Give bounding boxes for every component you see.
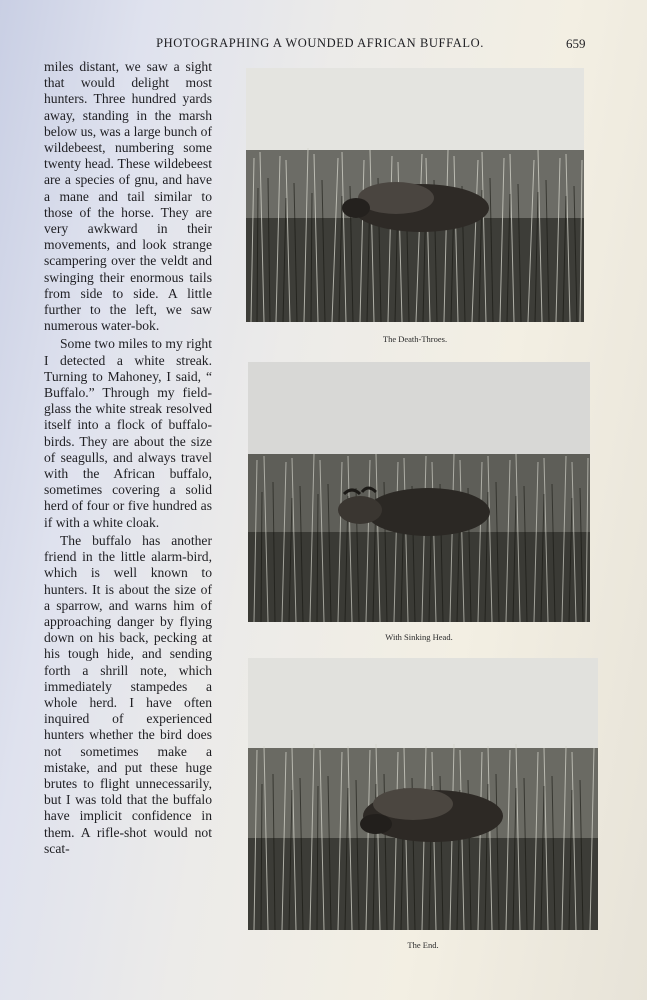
figure-caption: The End. (407, 940, 439, 950)
figure-caption: The Death-Throes. (382, 334, 448, 344)
buffalo-photo-the-end (248, 658, 598, 930)
running-header: PHOTOGRAPHING A WOUNDED AFRICAN BUFFALO. (156, 36, 484, 50)
body-text-column (44, 59, 212, 857)
figure-caption: With Sinking Head. (385, 632, 453, 642)
buffalo-photo-sinking-head (248, 362, 590, 622)
paragraph: The buffalo has another friend in the little alarm-bird, which is well known to hunters. It is about the size of a sparrow, and warns him of approaching danger by flying down on his back, pecking at his tough hide, and sending forth a shrill note, which immediately stampedes a whole herd. I have often inquired of experienced hunters whether the bird does not sometimes make a mistake, and put these huge brutes to flight unnecessarily, but I was told that the buffalo have implicit confidence in them. A rifle-shot would not scat- (44, 532, 212, 856)
page-number: 659 (566, 36, 586, 51)
buffalo-photo-death-throes (246, 68, 584, 322)
paragraph: Some two miles to my right I detected a white streak. Turning to Mahoney, I said, “ Buffalo.” Through my field-glass the white streak resolved itself into a flock of buffalo-birds. They are about the size of seagulls, and always travel with the African buffalo, sometimes covering a solid herd of four or five hundred as if with a white cloak. (44, 336, 212, 530)
paragraph: miles distant, we saw a sight that would delight most hunters. Three hundred yards away, standing in the marsh below us, was a large bunch of wildebeest, numbering some twenty head. These wildebeest are a species of gnu, and have a mane and tail similar to those of the horse. They are very awkward in their movements, and look strange scampering over the veldt and swinging their enormous tails from side to side. A little further to the left, we saw numerous water-bok. (44, 59, 212, 334)
